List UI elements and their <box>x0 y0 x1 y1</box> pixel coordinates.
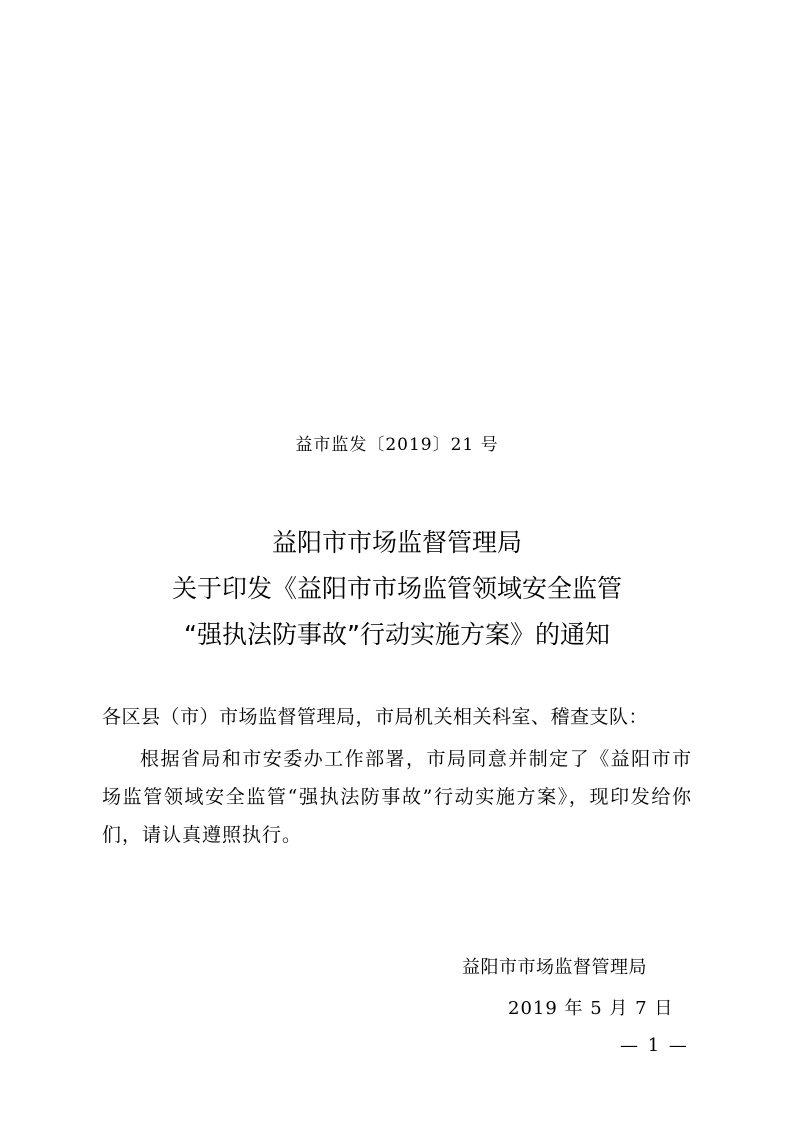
document-title <box>0 520 794 658</box>
title-line-3: “强执法防事故”行动实施方案》的通知 <box>184 620 610 649</box>
salutation: 各区县（市）市场监督管理局，市局机关相关科室、稽查支队： <box>102 706 649 728</box>
title-line-2: 关于印发《益阳市市场监管领域安全监管 <box>171 574 622 603</box>
issue-date: 2019 年 5 月 7 日 <box>508 998 674 1019</box>
document-number: 益市监发〔2019〕21 号 <box>295 435 499 455</box>
page-number: — 1 — <box>620 1035 689 1056</box>
issuer-signature: 益阳市市场监督管理局 <box>462 957 647 978</box>
body-paragraph: 根据省局和市安委办工作部署，市局同意并制定了《益阳市市场监管领域安全监管“强执法防事故”行动实施方案》，现印发给你们，请认真遵照执行。 <box>102 748 692 846</box>
title-line-1: 益阳市市场监督管理局 <box>271 528 522 557</box>
